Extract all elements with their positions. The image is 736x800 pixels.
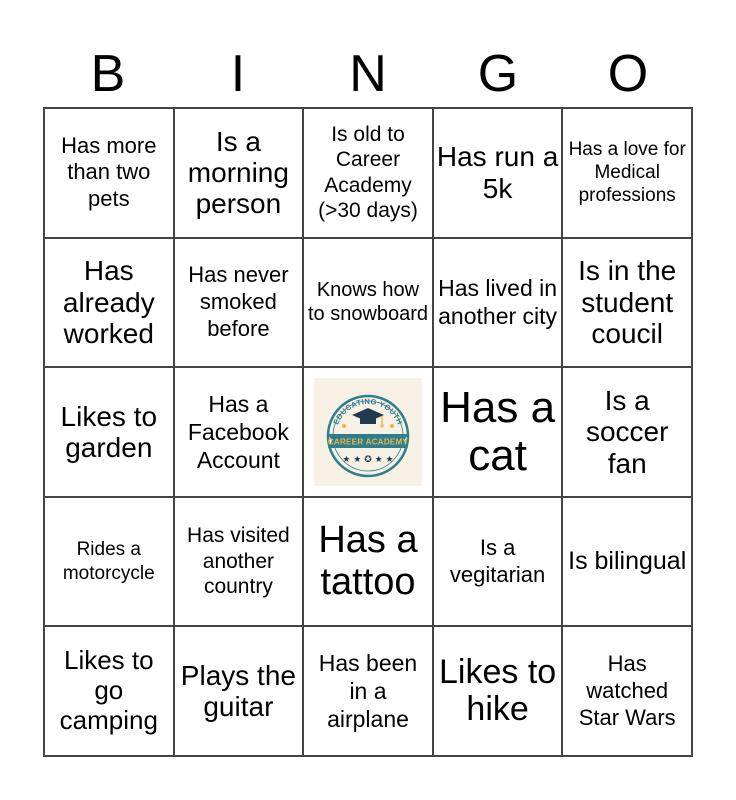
- header-letter-i: I: [230, 45, 246, 103]
- bingo-cell[interactable]: [562, 108, 692, 238]
- career-academy-logo-icon: [314, 378, 422, 486]
- svg-text:★ ★ ✪ ★ ★: ★ ★ ✪ ★ ★: [342, 454, 394, 465]
- cell-text: Has run a 5k: [436, 141, 559, 204]
- cell-text: Is bilingual: [568, 547, 687, 576]
- cell-text: Has a love for Medical professions: [568, 139, 686, 207]
- header-letter-g: G: [477, 45, 519, 103]
- bingo-cell[interactable]: [303, 626, 433, 756]
- cell-text: Has never smoked before: [188, 262, 289, 341]
- bingo-cell[interactable]: [44, 497, 174, 627]
- bingo-cell[interactable]: [303, 238, 433, 368]
- bingo-cell[interactable]: [44, 626, 174, 756]
- cell-text: Has visited another country: [187, 524, 290, 599]
- free-space-logo-cell[interactable]: [303, 367, 433, 497]
- bingo-cell[interactable]: [174, 367, 304, 497]
- header-letter-o: O: [607, 45, 649, 103]
- cell-text: Has a Facebook Account: [187, 390, 289, 474]
- bingo-cell[interactable]: [433, 497, 563, 627]
- cell-text: Has already worked: [62, 255, 155, 350]
- cell-text: Has a cat: [440, 383, 556, 480]
- bingo-cell[interactable]: [562, 238, 692, 368]
- cell-text: Has lived in another city: [438, 275, 558, 330]
- cell-text: Is a morning person: [187, 125, 289, 220]
- bingo-header: [43, 40, 693, 108]
- cell-text: Has a tattoo: [318, 518, 418, 603]
- bingo-cell[interactable]: [174, 497, 304, 627]
- bingo-cell[interactable]: [44, 367, 174, 497]
- cell-text: Likes to go camping: [59, 645, 158, 736]
- bingo-cell[interactable]: [562, 367, 692, 497]
- svg-text:CAREER ACADEMY: CAREER ACADEMY: [327, 437, 409, 447]
- cell-text: Likes to garden: [60, 400, 158, 463]
- career-academy-logo: [314, 378, 422, 486]
- cell-text: Is a vegitarian: [449, 534, 546, 587]
- bingo-board: [43, 107, 693, 757]
- cell-text: Is in the student coucil: [578, 255, 677, 350]
- bingo-cell[interactable]: [44, 108, 174, 238]
- bingo-cell[interactable]: [433, 238, 563, 368]
- cell-text: Has more than two pets: [61, 132, 157, 212]
- bingo-cell[interactable]: [433, 626, 563, 756]
- bingo-cell[interactable]: [44, 238, 174, 368]
- cell-text: Plays the guitar: [180, 659, 296, 723]
- bingo-cell[interactable]: [303, 497, 433, 627]
- bingo-cell[interactable]: [433, 108, 563, 238]
- header-letter-b: B: [90, 45, 126, 103]
- bingo-cell[interactable]: [562, 626, 692, 756]
- header-letter-n: N: [349, 45, 387, 103]
- svg-text:EDUCATING YOUTH: EDUCATING YOUTH: [331, 396, 405, 426]
- cell-text: Is old to Career Academy (>30 days): [318, 122, 418, 223]
- bingo-cell[interactable]: [174, 238, 304, 368]
- bingo-cell[interactable]: [562, 497, 692, 627]
- cell-text: Has been in a airplane: [318, 650, 418, 733]
- cell-text: Has watched Star Wars: [578, 650, 676, 730]
- cell-text: Knows how to snowboard: [307, 279, 429, 326]
- bingo-cell[interactable]: [174, 108, 304, 238]
- cell-text: Rides a motorcycle: [62, 539, 155, 584]
- bingo-cell[interactable]: [174, 626, 304, 756]
- bingo-cell[interactable]: [303, 108, 433, 238]
- cell-text: Is a soccer fan: [585, 384, 669, 479]
- bingo-cell[interactable]: [433, 367, 563, 497]
- cell-text: Likes to hike: [439, 652, 557, 729]
